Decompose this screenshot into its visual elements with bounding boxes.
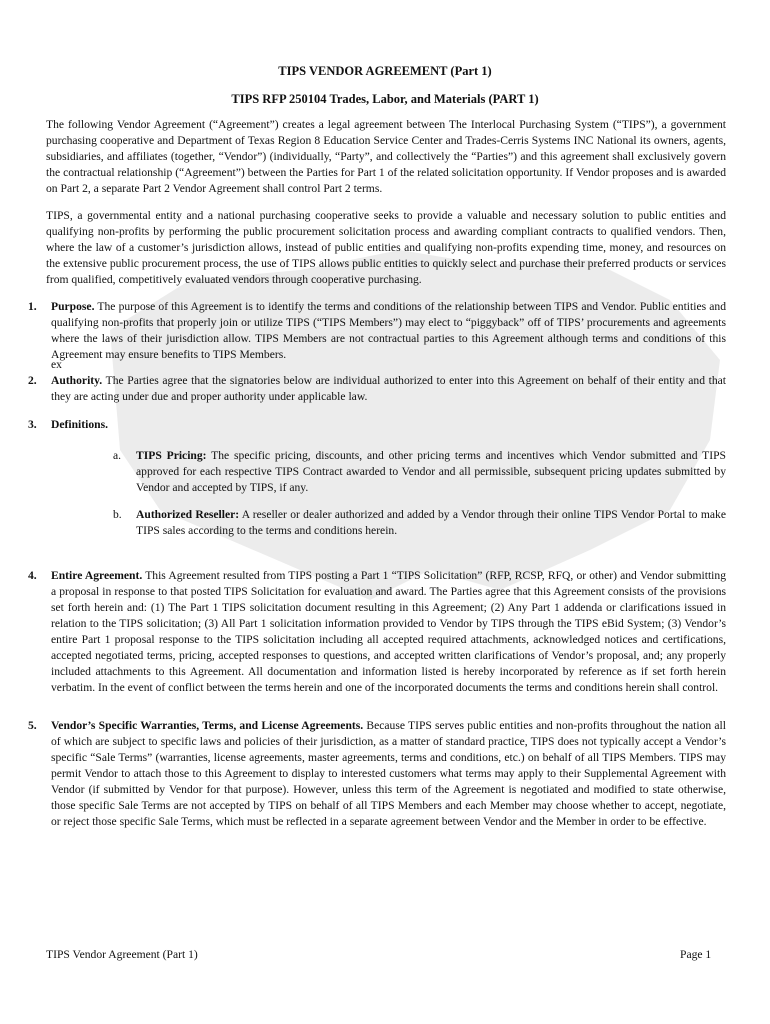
footer-document-name: TIPS Vendor Agreement (Part 1) (46, 948, 198, 961)
definition-b-text: A reseller or dealer authorized and added by a Vendor through their online TIPS Vendor Portal to make TIPS sales according to the terms and conditions herein. (136, 508, 727, 537)
section-3-heading: Definitions. (51, 418, 109, 431)
section-3-number: 3. (28, 418, 37, 431)
intro-paragraph-2: TIPS, a governmental entity and a national purchasing cooperative seeks to provide a valuable and necessary solution to public entities and qualifying non-profits by performing the public procurement solicitation process and awarding compliant contracts to qualified vendors. Then, where the law of a customer’s jurisdiction allows, instead of public entities and qualifying non-profits expending time, money, and resources on the extensive public procurement process, the use of TIPS allows public entities to quickly select and purchase their preferred products or services from qualified, competitively evaluated vendors through cooperative purchasing. (46, 209, 726, 286)
definition-authorized-reseller (136, 507, 726, 539)
definition-b-heading: Authorized Reseller: (136, 508, 240, 521)
section-1-text: The purpose of this Agreement is to identify the terms and conditions of the relationship between TIPS and Vendor. Public entities and qualifying non-profits that properly join or utilize TIPS (“TIPS Members”) may elect to “piggyback” off of TIPS’ procurements and agreements where the laws of their jurisdiction allow. TIPS Members are not contractual parties to this Agreement although terms and conditions of this Agreement may ensure benefits to TIPS Members. (51, 300, 726, 361)
section-5-heading: Vendor’s Specific Warranties, Terms, and License Agreements. (51, 719, 364, 732)
section-2-heading: Authority. (51, 374, 103, 387)
section-4-number: 4. (28, 569, 37, 582)
section-2-number: 2. (28, 374, 37, 387)
stray-text: ex (51, 358, 62, 371)
section-1-heading: Purpose. (51, 300, 95, 313)
definition-a-letter: a. (113, 449, 122, 462)
section-5-text: Because TIPS serves public entities and non-profits throughout the nation all of which are subject to specific laws and policies of their jurisdiction, as a matter of standard practice, TIPS does not typically accept a Vendor’s specific “Sale Terms” (warranties, license agreements, master agreements, terms and conditions, etc.) on behalf of all TIPS Members. TIPS may permit Vendor to attach those to this Agreement to display to interested customers what terms may apply to their Supplemental Agreement with Vendor (if submitted by Vendor for that purpose). However, unless this term of the Agreement is negotiated and modified to state otherwise, those specific Sale Terms are not accepted by TIPS on behalf of all TIPS Members and each Member may choose whether to accept, negotiate, or reject those specific Sale Terms, which must be reflected in a separate agreement between Vendor and the Member in order to be effective. (51, 719, 726, 828)
section-3-definitions (51, 417, 726, 433)
document-subtitle: TIPS RFP 250104 Trades, Labor, and Materials (PART 1) (231, 92, 539, 106)
section-4-heading: Entire Agreement. (51, 569, 143, 582)
section-5-number: 5. (28, 719, 37, 732)
section-2-text: The Parties agree that the signatories below are individual authorized to enter into this Agreement on behalf of their entity and that they are acting under due and proper authority under applicable law. (51, 374, 726, 403)
section-2-authority (51, 373, 726, 405)
section-4-entire-agreement (51, 568, 726, 696)
section-1-number: 1. (28, 300, 37, 313)
section-4-text: This Agreement resulted from TIPS posting a Part 1 “TIPS Solicitation” (RFP, RCSP, RFQ, or other) and Vendor submitting a proposal in response to that posted TIPS Solicitation for evaluation and award. The Parties agree that this Agreement consists of the provisions set forth herein and: (1) The Part 1 TIPS solicitation document resulting in this Agreement; (2) Any Part 1 addenda or clarifications issued in relation to the TIPS solicitation; (3) All Part 1 solicitation information provided to Vendor by TIPS through the TIPS eBid System; (3) Vendor’s entire Part 1 proposal response to the TIPS solicitation including all accepted required attachments, acknowledged notices and certifications, accepted negotiated terms, pricing, accepted responses to questions, and accepted written clarifications of Vendor’s proposal, and; any properly included attachments to this Agreement. All documentation and information listed is hereby incorporated by reference as if set forth herein verbatim. In the event of conflict between the terms herein and one of the incorporated documents the terms and conditions herein shall control. (51, 569, 726, 694)
intro-paragraph-1: The following Vendor Agreement (“Agreement”) creates a legal agreement between The Interlocal Purchasing System (“TIPS”), a government purchasing cooperative and Department of Texas Region 8 Education Service Center and Trades-Cerris Systems INC National its owners, agents, subsidiaries, and affiliates (together, “Vendor”) (individually, “Party”, and collectively the “Parties”) and this agreement shall exclusively govern the contractual relationship (“Agreement”) between the Parties for Part 1 of the related solicitation opportunity. If Vendor proposes and is awarded on Part 2, a separate Part 2 Vendor Agreement shall control Part 2 terms. (46, 118, 726, 195)
definition-tips-pricing (136, 448, 726, 496)
definition-a-heading: TIPS Pricing: (136, 449, 207, 462)
section-5-vendor-warranties (51, 718, 726, 830)
section-1-purpose (51, 299, 726, 363)
definition-a-text: The specific pricing, discounts, and other pricing terms and incentives which Vendor submitted and TIPS approved for each respective TIPS Contract awarded to Vendor and all permissible, subsequent pricing updates submitted by Vendor and accepted by TIPS, if any. (136, 449, 726, 494)
document-title: TIPS VENDOR AGREEMENT (Part 1) (278, 64, 492, 78)
footer-page-number: Page 1 (680, 948, 712, 961)
definition-b-letter: b. (113, 508, 122, 521)
